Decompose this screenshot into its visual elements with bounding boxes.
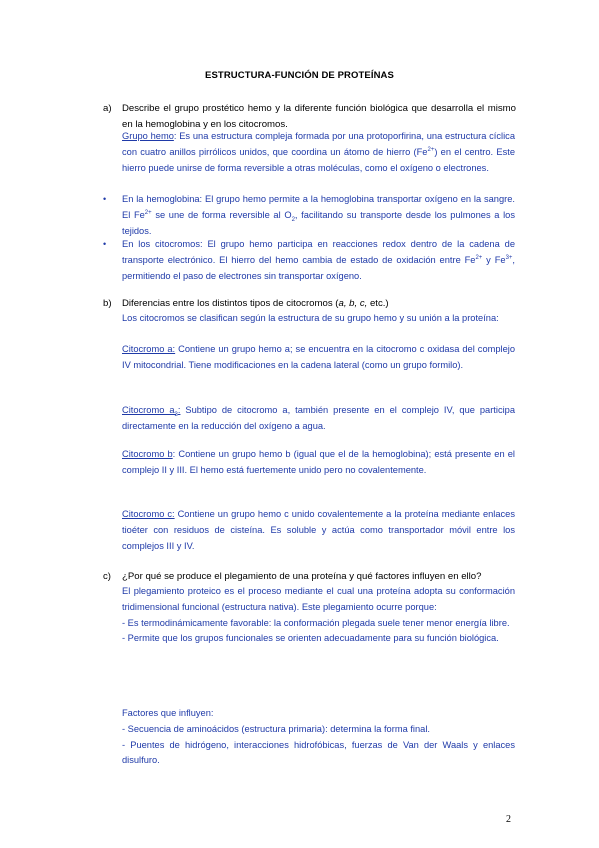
bullet-icon: • [103,194,107,204]
factores-section [122,706,515,769]
question-c-text: ¿Por qué se produce el plegamiento de una proteína y qué factores influyen en ello? [122,571,482,582]
grupo-hemo-text-2: ) en el centro. Este hierro puede unirse de forma reversible a otras moléculas, como el oxígeno o electrones. [122,146,515,173]
factores-title: Factores que influyen: [122,708,214,718]
answer-c-p3: - Permite que los grupos funcionales se orienten adecuadamente para su función biológica. [122,633,499,644]
question-b-text [122,296,516,312]
bullet-hemoglobina [122,192,515,239]
citocromo-a3-text: Subtipo de citocromo a, también presente en el complejo IV, que participa directamente en la reducción del oxígeno a agua. [122,405,516,431]
answer-c-p1: El plegamiento proteico es el proceso mediante el cual una proteína adopta su conformación tridimensional funcional (estructura nativa). Este plegamiento ocurre porque: [122,586,515,612]
o2-subscript: 2 [291,216,295,223]
grupo-hemo-label: Grupo hemo [122,131,174,141]
bullet-hemoglobina-text-c: , facilitando su transporte desde los pulmones a los tejidos. [122,209,515,236]
question-b-text-a: Diferencias entre los distintos tipos de citocromos ( [122,298,339,309]
citocromo-a3-label-text: Citocromo a [122,405,175,415]
bullet-icon: • [103,239,107,249]
answer-c-body [122,584,515,647]
fe3-superscript: 3+ [505,254,513,261]
factor-1: - Secuencia de aminoácidos (estructura primaria): determina la forma final. [122,723,430,734]
bullet-citocromos-text-c: , permitiendo el paso de electrones sin transportar oxígeno. [122,254,515,281]
citocromo-c-text: Contiene un grupo hemo c unido covalentemente a la proteína mediante enlaces tioéter con residuos de cisteína. Es soluble y actúa como transportador móvil entre los complejos III y IV. [122,509,515,551]
bullet-citocromos-text-a: En los citocromos: El grupo hemo participa en reacciones redox dentro de la cadena de transporte electrónico. El hierro del hemo cambia de estado de oxidación entre Fe [122,239,515,265]
answer-a-grupo-hemo [122,129,515,176]
fe2-superscript: 2+ [475,254,483,261]
page-title: ESTRUCTURA-FUNCIÓN DE PROTEÍNAS [205,70,394,81]
citocromo-a3-colon: : [177,405,181,415]
bullet-hemoglobina-text-a: En la hemoglobina: El grupo hemo permite a la hemoglobina transportar oxígeno en la sangre. El Fe [122,194,515,220]
question-c-number: c) [103,571,111,582]
factor-2: - Puentes de hidrógeno, interacciones hidrofóbicas, fuerzas de Van der Waals y enlaces disulfuro. [122,739,515,766]
citocromo-a-text: Contiene un grupo hemo a; se encuentra en la citocromo c oxidasa del complejo IV mitocondrial. Tiene modificaciones en la cadena lateral (como un grupo formilo). [122,344,516,370]
question-a-text: Describe el grupo prostético hemo y la diferente función biológica que desarrolla el mismo en la hemoglobina y en los citocromos. [122,103,516,130]
question-b-text-b: etc.) [367,298,389,309]
a3-subscript: 3 [174,411,178,418]
question-a-number: a) [103,103,112,114]
citocromo-c-entry [122,507,515,554]
answer-c-p2: - Es termodinámicamente favorable: la conformación plegada suele tener menor energía libre. [122,617,510,628]
bullet-citocromos [122,237,515,284]
citocromo-c-label: Citocromo c: [122,509,175,519]
answer-b-intro: Los citocromos se clasifican según la estructura de su grupo hemo y su unión a la proteína: [122,313,499,323]
citocromo-a-label: Citocromo a: [122,344,176,354]
citocromo-a3-entry [122,403,515,435]
bullet-citocromos-text-b: y Fe [482,254,506,265]
citocromo-b-label: Citocromo b [122,449,173,459]
bullet-hemoglobina-text-b: se une de forma reversible al O [151,209,292,220]
question-b-number: b) [103,298,112,309]
citocromo-b-entry [122,447,515,479]
fe-superscript: 2+ [144,209,152,216]
fe-superscript: 2+ [427,146,435,153]
grupo-hemo-text-1: : Es una estructura compleja formada por una protoporfirina, una estructura cíclica con cuatro anillos pirrólicos unidos, que coordina un átomo de hierro (Fe [122,131,515,157]
citocromo-a-entry [122,342,515,374]
citocromo-b-text: : Contiene un grupo hemo b (igual que el de la hemoglobina); está presente en el complejo II y III. El hemo está fuertemente unido pero no covalentemente. [122,449,515,475]
citocromo-a3-label [122,405,181,418]
page-number: 2 [506,814,511,825]
question-b-italic: a, b, c, [338,298,368,309]
